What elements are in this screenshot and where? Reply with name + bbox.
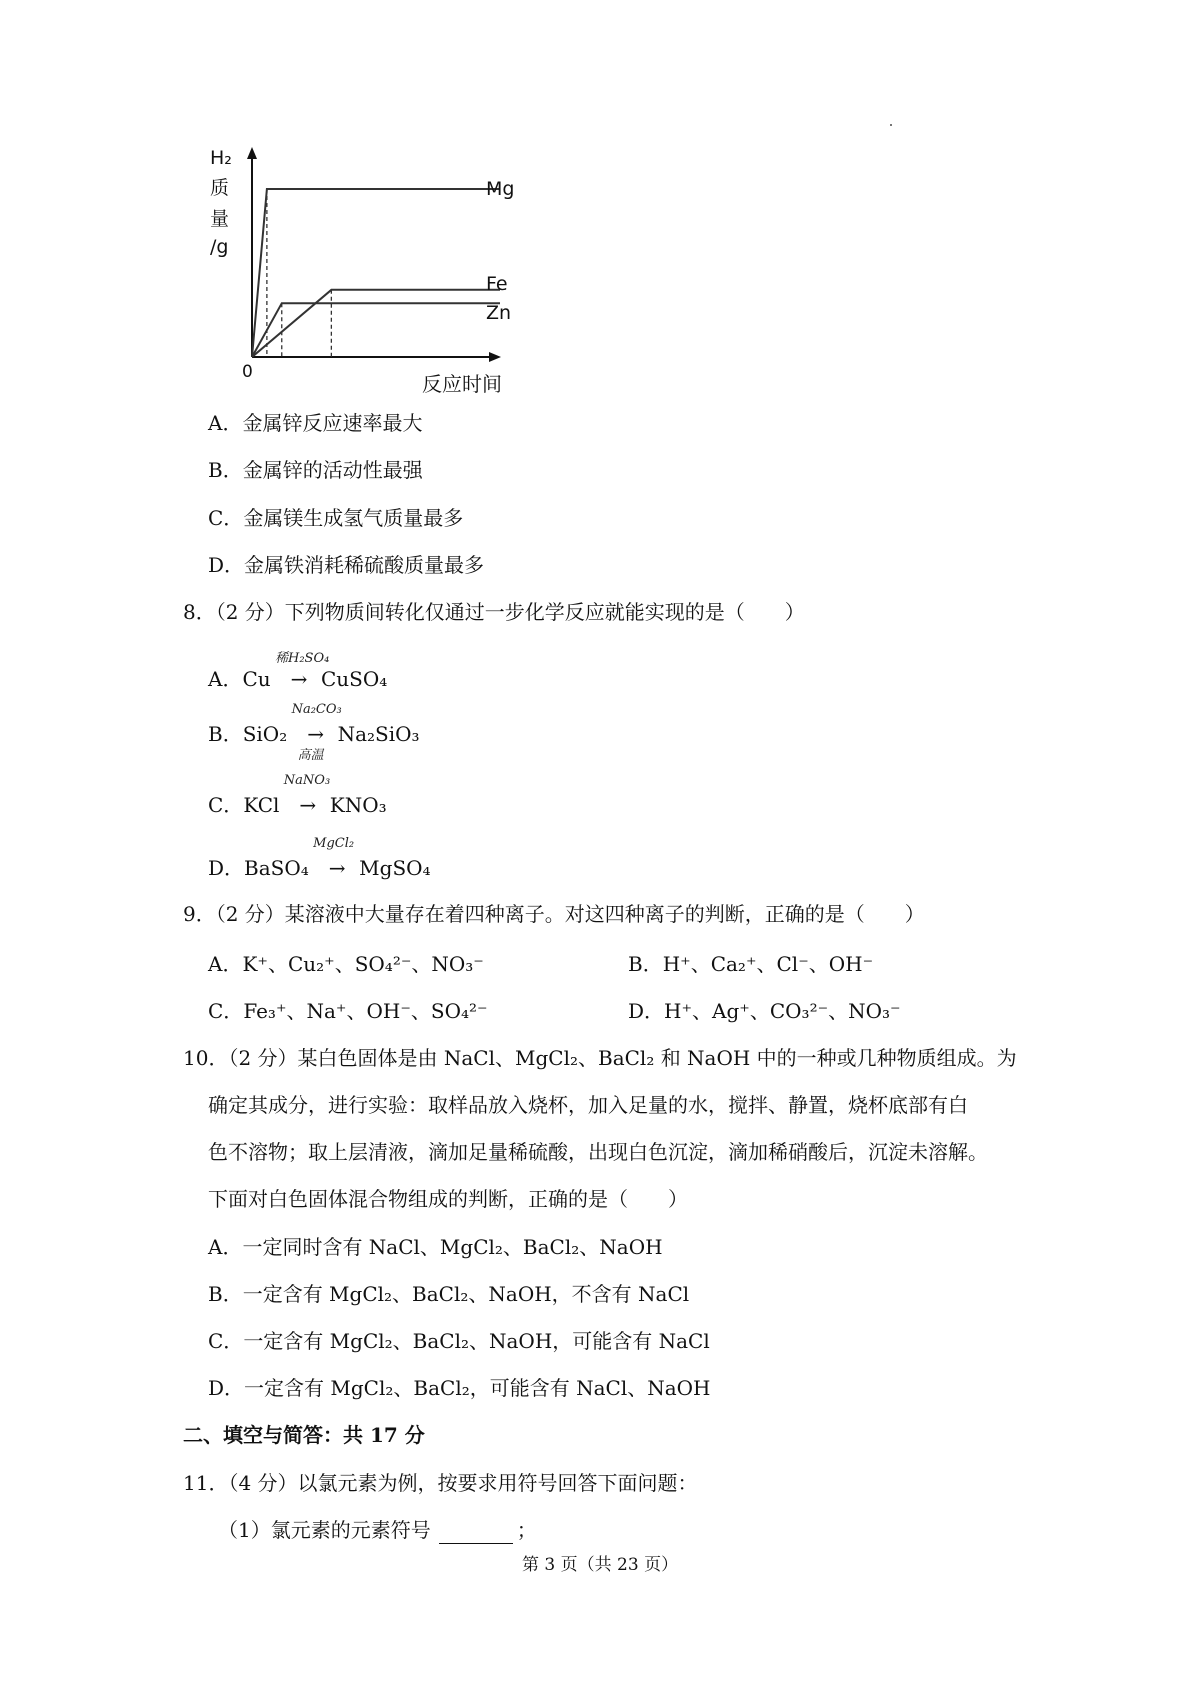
q9-option-b: B．H⁺、Ca₂⁺、Cl⁻、OH⁻ — [628, 952, 874, 976]
chart-labels — [210, 147, 514, 396]
series-line-fe — [252, 290, 500, 357]
q9-option-c: C．Fe₃⁺、Na⁺、OH⁻、SO₄²⁻ — [208, 999, 488, 1023]
q7-option-a: A．金属锌反应速率最大 — [208, 411, 423, 435]
chart-drop-lines — [267, 189, 331, 357]
reaction-arrow: → — [290, 667, 308, 691]
series-label-zn: Zn — [486, 302, 512, 325]
answer-blank[interactable] — [439, 1523, 513, 1544]
q10-stem-line-2: 确定其成分，进行实验：取样品放入烧杯，加入足量的水，搅拌、静置，烧杯底部有白 — [208, 1093, 968, 1117]
x-axis-arrowhead — [489, 352, 501, 362]
y-axis-label-1: H₂ — [210, 147, 232, 169]
chart-series — [252, 189, 500, 357]
h2-mass-chart — [190, 145, 520, 405]
page-footer: 第 3 页（共 23 页） — [522, 1555, 679, 1575]
scan-speck — [890, 124, 892, 126]
q10-option-d: D．一定含有 MgCl₂、BaCl₂，可能含有 NaCl、NaOH — [208, 1376, 711, 1400]
q11-sub1: （1）氯元素的元素符号 ； — [218, 1518, 537, 1542]
q10-option-c: C．一定含有 MgCl₂、BaCl₂、NaOH，可能含有 NaCl — [208, 1329, 710, 1353]
reaction-arrow: → — [328, 856, 346, 880]
y-axis-label-3: 量 — [210, 208, 230, 230]
x-axis-label: 反应时间 — [422, 372, 502, 396]
q8-stem: 8．（2 分）下列物质间转化仅通过一步化学反应就能实现的是（ ） — [183, 600, 805, 624]
section-2-title: 二、填空与简答：共 17 分 — [183, 1423, 425, 1447]
q10-option-b: B．一定含有 MgCl₂、BaCl₂、NaOH，不含有 NaCl — [208, 1282, 690, 1306]
q10-stem-line-3: 色不溶物；取上层清液，滴加足量稀硫酸，出现白色沉淀，滴加稀硝酸后，沉淀未溶解。 — [208, 1140, 988, 1164]
series-line-mg — [252, 189, 500, 357]
series-line-zn — [252, 303, 500, 357]
series-label-fe: Fe — [486, 272, 508, 295]
q10-stem-line-4: 下面对白色固体混合物组成的判断，正确的是（ ） — [208, 1187, 688, 1211]
y-axis-arrowhead — [247, 147, 257, 159]
reaction-arrow: → — [307, 722, 324, 746]
y-axis-label-2: 质 — [210, 177, 230, 199]
q8-a-condition: 稀H₂SO₄ — [275, 651, 330, 666]
q8-c-condition: NaNO₃ — [283, 773, 331, 788]
origin-label: 0 — [242, 362, 253, 382]
q9-stem: 9．（2 分）某溶液中大量存在着四种离子。对这四种离子的判断，正确的是（ ） — [183, 902, 925, 926]
series-label-mg: Mg — [486, 178, 515, 200]
q8-b-condition-below: 高温 — [297, 748, 324, 763]
q10-stem-line-1: 10．（2 分）某白色固体是由 NaCl、MgCl₂、BaCl₂ 和 NaOH 中的一种或几种物质组成。为 — [183, 1046, 1017, 1070]
q11-stem: 11．（4 分）以氯元素为例，按要求用符号回答下面问题： — [183, 1471, 698, 1495]
q7-option-c: C．金属镁生成氢气质量最多 — [208, 506, 464, 530]
q10-option-a: A．一定同时含有 NaCl、MgCl₂、BaCl₂、NaOH — [208, 1235, 663, 1259]
q8-option-c: C．KCl NaNO₃ → KNO₃ — [208, 773, 387, 817]
q8-option-a: A．Cu 稀H₂SO₄ → CuSO₄ — [208, 663, 387, 692]
y-axis-label-4: /g — [210, 236, 229, 258]
q8-option-b: B．SiO₂ Na₂CO₃ → 高温 Na₂SiO₃ — [208, 702, 420, 763]
reaction-arrow: → — [299, 793, 317, 817]
q8-option-d: D．BaSO₄ MgCl₂ → MgSO₄ — [208, 836, 431, 880]
q8-b-condition: Na₂CO₃ — [291, 702, 342, 717]
q9-option-a: A．K⁺、Cu₂⁺、SO₄²⁻、NO₃⁻ — [208, 952, 484, 976]
q9-option-d: D．H⁺、Ag⁺、CO₃²⁻、NO₃⁻ — [628, 999, 901, 1023]
q7-option-b: B．金属锌的活动性最强 — [208, 458, 423, 482]
q7-option-d: D．金属铁消耗稀硫酸质量最多 — [208, 553, 485, 577]
q8-d-condition: MgCl₂ — [313, 836, 355, 851]
